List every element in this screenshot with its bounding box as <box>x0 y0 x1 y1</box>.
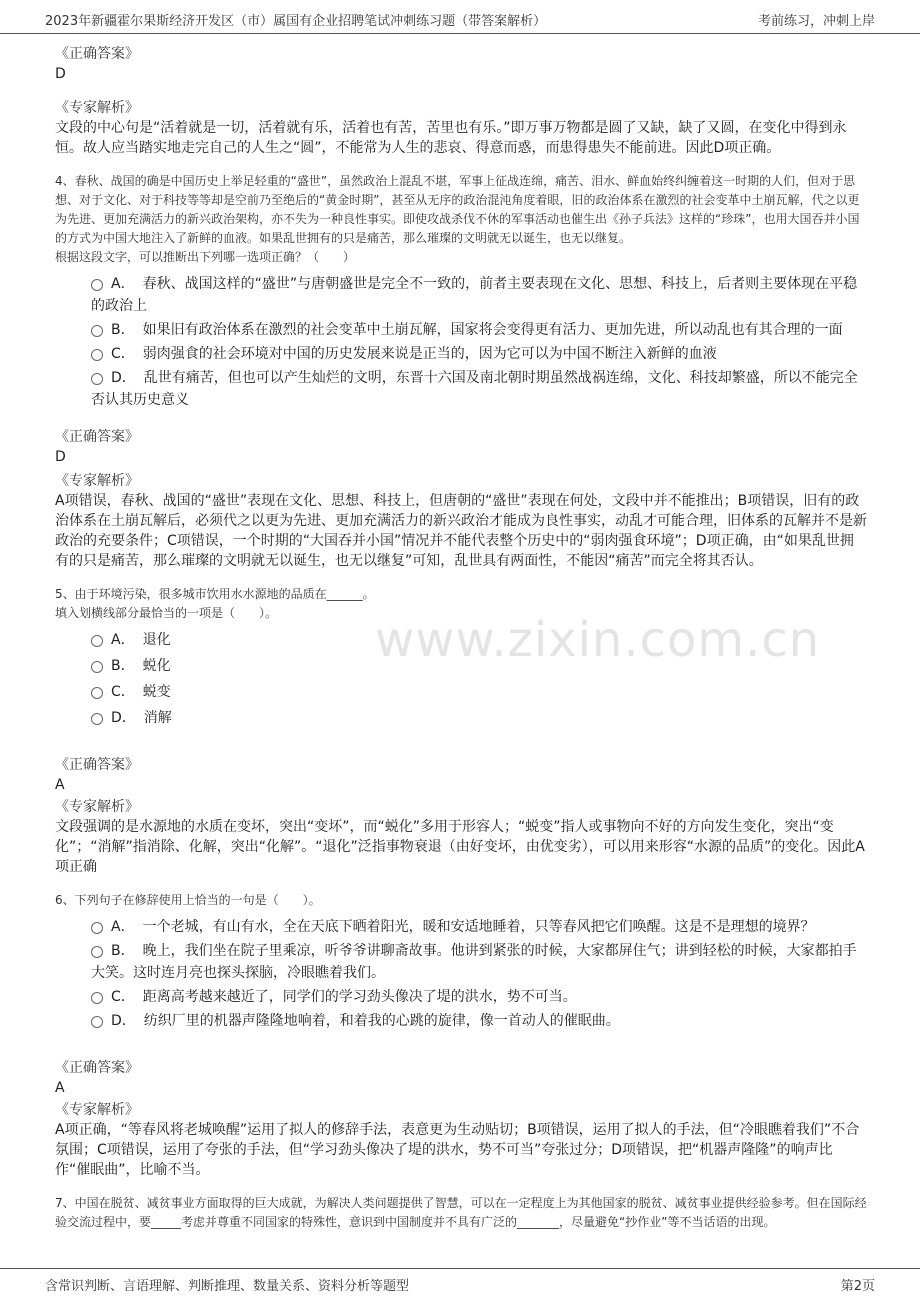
q5-answer: A <box>55 777 65 793</box>
page-footer <box>0 1268 920 1302</box>
document-title: 2023年新疆霍尔果斯经济开发区（市）属国有企业招聘笔试冲刺练习题（带答案解析） <box>45 14 547 29</box>
q5-option-c[interactable]: C． 蜕变 <box>91 681 867 703</box>
q5-analysis: 文段强调的是水源地的水质在变坏，突出“变坏”，而“蜕化”多用于形容人；“蜕变”指人或事物向不好的方向发生变化，突出“变化”；“消解”指消除、化解，突出“化解”。“退化”泛指事物衰退（由好变坏，由优变劣），可以用来形容“水源的品质”的变化。因此A项正确 <box>55 819 865 875</box>
radio-icon[interactable] <box>91 992 103 1004</box>
radio-icon[interactable] <box>91 349 103 361</box>
q6-option-c[interactable]: C． 距离高考越来越近了，同学们的学习劲头像决了堤的洪水，势不可当。 <box>91 986 867 1008</box>
analysis-label: 《专家解析》 <box>55 799 139 815</box>
q6-option-a[interactable]: A． 一个老城，有山有水，全在天底下晒着阳光，暖和安适地睡着，只等春风把它们唤醒。这是不是理想的境界？ <box>91 916 867 938</box>
answer-label: 《正确答案》 <box>55 1060 139 1076</box>
q4-answer: D <box>55 449 66 465</box>
q6-options <box>91 916 867 1032</box>
analysis-label: 《专家解析》 <box>55 100 139 116</box>
analysis-label: 《专家解析》 <box>55 473 139 489</box>
q6-answer: A <box>55 1080 65 1096</box>
q6-option-b[interactable]: B． 晚上，我们坐在院子里乘凉，听爷爷讲聊斋故事。他讲到紧张的时候，大家都屏住气；讲到轻松的时候，大家都拍手大笑。这时连月亮也探头探脑，冷眼瞧着我们。 <box>91 943 857 981</box>
q4-options <box>91 273 867 411</box>
watermark: www.zixin.com.cn <box>375 612 821 668</box>
q4-option-c[interactable]: C． 弱肉强食的社会环境对中国的历史发展来说是正当的，因为它可以为中国不断注入新鲜的血液 <box>91 343 867 365</box>
radio-icon[interactable] <box>91 946 103 958</box>
q3-answer-block <box>55 44 867 158</box>
answer-label: 《正确答案》 <box>55 46 139 62</box>
q4-option-d[interactable]: D． 乱世有痛苦，但也可以产生灿烂的文明，东晋十六国及南北朝时期虽然战祸连绵，文化、科技却繁盛，所以不能完全否认其历史意义 <box>91 370 858 408</box>
page-content <box>55 44 867 1236</box>
q5-option-b[interactable]: B． 蜕化 <box>91 655 867 677</box>
analysis-label: 《专家解析》 <box>55 1102 139 1118</box>
q6-stem: 6、下列句子在修辞使用上恰当的一句是（ ）。 <box>55 893 321 907</box>
radio-icon[interactable] <box>91 687 103 699</box>
q6-option-d[interactable]: D． 纺织厂里的机器声隆隆地响着，和着我的心跳的旋律，像一首动人的催眠曲。 <box>91 1010 867 1032</box>
q5-options <box>91 629 867 729</box>
question-7 <box>55 1194 867 1232</box>
question-4 <box>55 172 867 571</box>
q3-analysis: 文段的中心句是“活着就是一切，活着就有乐，活着也有苦，苦里也有乐。”即万事万物都是圆了又缺，缺了又圆，在变化中得到永恒。故人应当踏实地走完自己的人生之“圆”，不能常为人生的悲哀、得意而惑，而患得患失不能前进。因此D项正确。 <box>55 120 847 156</box>
radio-icon[interactable] <box>91 373 103 385</box>
q4-passage: 4、春秋、战国的确是中国历史上举足轻重的“盛世”，虽然政治上混乱不堪，军事上征战连绵，痛苦、泪水、鲜血始终纠缠着这一时期的人们，但对于思想、对于文化、对于科技等等却是空前乃至绝后的“黄金时期”，甚至从无序的政治混沌角度着眼，旧的政治体系在激烈的社会变革中土崩瓦解，代之以更为先进、更加充满活力的新兴政治架构，亦不失为一种良性事实。即使攻战杀伐不休的军事活动也催生出《孙子兵法》这样的“珍珠”，也用大国吞并小国的方式为中国大地注入了新鲜的血液。如果乱世拥有的只是痛苦，那么璀璨的文明就无以诞生，也无以继复。 <box>55 174 860 245</box>
radio-icon[interactable] <box>91 661 103 673</box>
page-header <box>0 0 920 34</box>
footer-categories: 含常识判断、言语理解、判断推理、数量关系、资料分析等题型 <box>45 1279 410 1294</box>
answer-label: 《正确答案》 <box>55 757 139 773</box>
question-6 <box>55 891 867 1180</box>
answer-label: 《正确答案》 <box>55 429 139 445</box>
radio-icon[interactable] <box>91 279 103 291</box>
q4-question: 根据这段文字，可以推断出下列哪一选项正确？（ ） <box>55 250 356 264</box>
q4-option-b[interactable]: B． 如果旧有政治体系在激烈的社会变革中土崩瓦解，国家将会变得更有活力、更加先进，所以动乱也有其合理的一面 <box>91 319 867 341</box>
q5-sentence: 5、由于环境污染，很多城市饮用水水源地的品质在______。 <box>55 587 375 601</box>
radio-icon[interactable] <box>91 922 103 934</box>
q5-question: 填入划横线部分最恰当的一项是（ ）。 <box>55 606 278 620</box>
q5-option-a[interactable]: A． 退化 <box>91 629 867 651</box>
q5-stem <box>55 585 867 623</box>
q3-answer: D <box>55 66 66 82</box>
q4-option-a[interactable]: A． 春秋、战国这样的“盛世”与唐朝盛世是完全不一致的，前者主要表现在文化、思想、科技上，后者则主要体现在平稳的政治上 <box>91 276 858 314</box>
q4-stem <box>55 172 867 267</box>
radio-icon[interactable] <box>91 635 103 647</box>
page-number: 第2页 <box>840 1279 875 1294</box>
q5-option-d[interactable]: D． 消解 <box>91 707 867 729</box>
q7-stem: 7、中国在脱贫、减贫事业方面取得的巨大成就，为解决人类问题提供了智慧，可以在一定程度上为其他国家的脱贫、减贫事业提供经验参考。但在国际经验交流过程中，要_____考虑并尊重不同国家的特殊性，意识到中国制度并不具有广泛的_______，尽量避免“抄作业”等不当话语的出现。 <box>55 1196 867 1229</box>
q6-analysis: A项正确，“等春风将老城唤醒”运用了拟人的修辞手法，表意更为生动贴切；B项错误，运用了拟人的手法，但“冷眼瞧着我们”不合氛围；C项错误，运用了夸张的手法，但“学习劲头像决了堤的洪水，势不可当”夸张过分；D项错误，把“机器声隆隆”的响声比作“催眠曲”，比喻不当。 <box>55 1122 860 1178</box>
question-5 <box>55 585 867 877</box>
q4-analysis: A项错误，春秋、战国的“盛世”表现在文化、思想、科技上，但唐朝的“盛世”表现在何处，文段中并不能推出；B项错误，旧有的政治体系在土崩瓦解后，必须代之以更为先进、更加充满活力的新兴政治才能成为良性事实，动乱才可能合理，旧体系的瓦解并不是新政治的充要条件；C项错误，一个时期的“大国吞并小国”情况并不能代表整个历史中的“弱肉强食环境”；D项正确，由“如果乱世拥有的只是痛苦，那么璀璨的文明就无以诞生，也无以继复”可知，乱世具有两面性，不能因“痛苦”而完全将其否认。 <box>55 493 867 569</box>
radio-icon[interactable] <box>91 1016 103 1028</box>
header-slogan: 考前练习，冲刺上岸 <box>757 14 875 29</box>
radio-icon[interactable] <box>91 325 103 337</box>
radio-icon[interactable] <box>91 713 103 725</box>
